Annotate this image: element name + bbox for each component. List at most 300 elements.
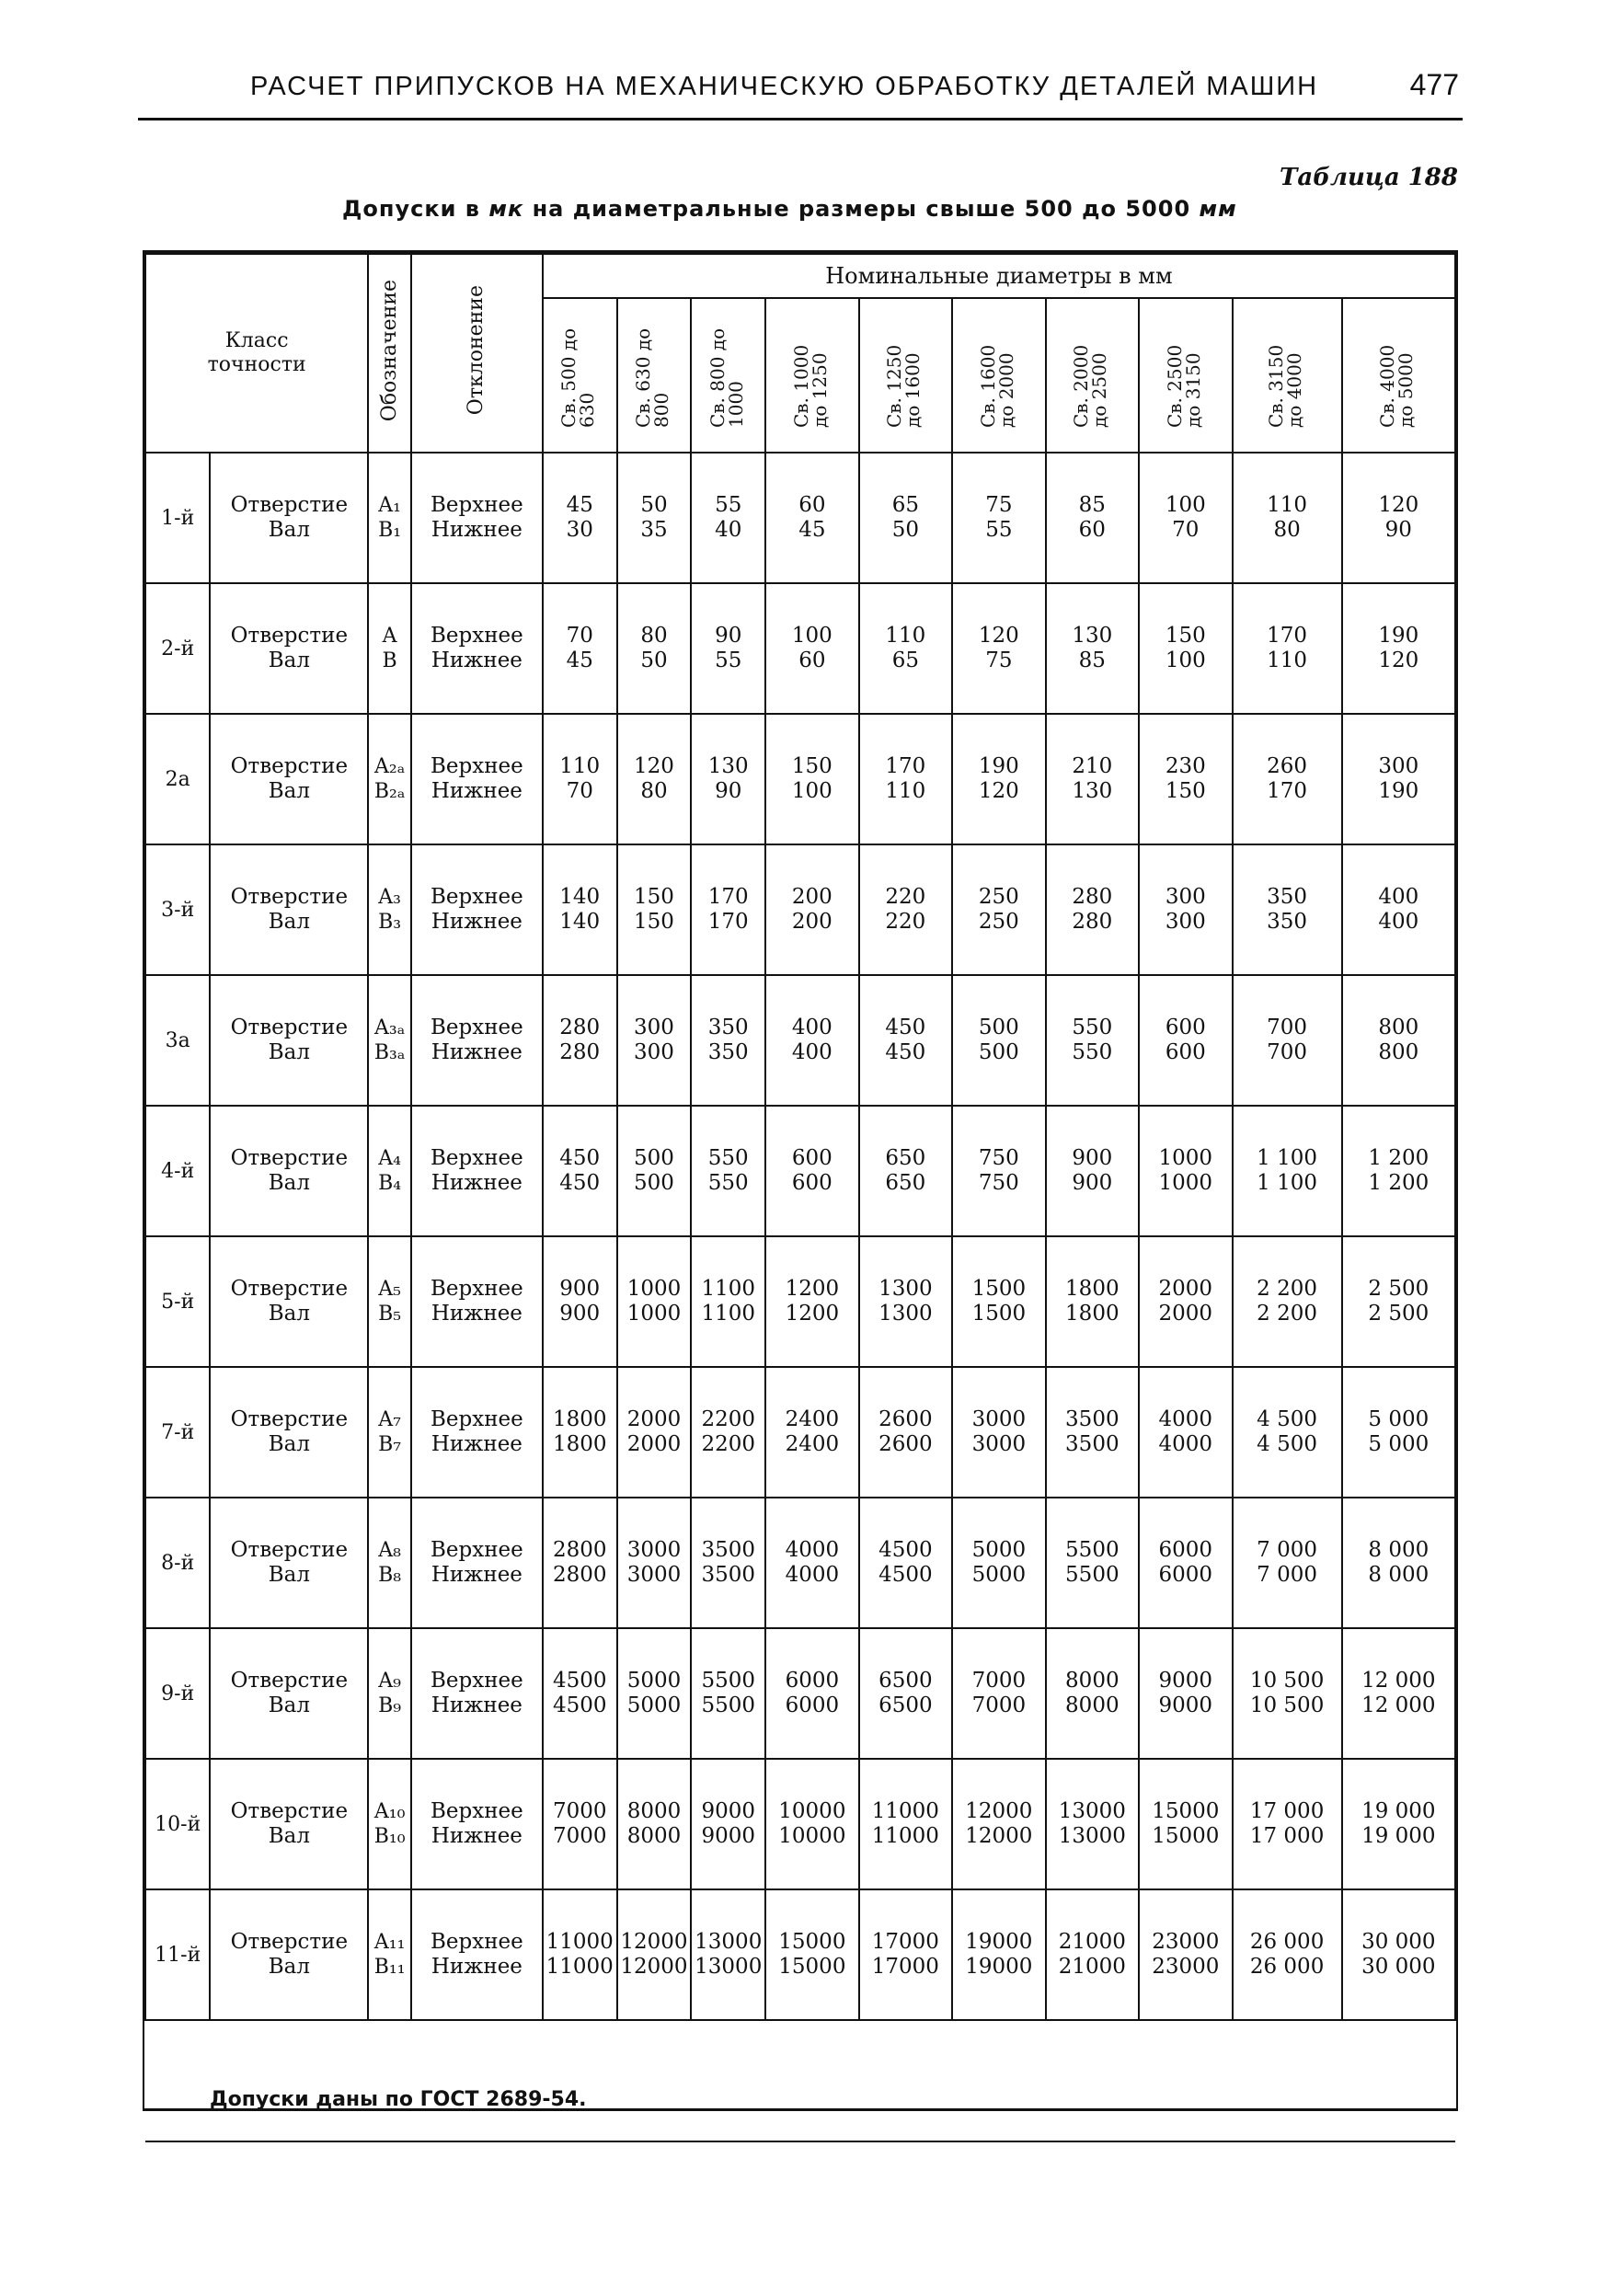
value-cell bbox=[543, 1367, 617, 1498]
deviation-cell bbox=[411, 1889, 543, 2020]
value-lower: 3000 bbox=[971, 1432, 1027, 1456]
value-upper: 210 bbox=[1072, 754, 1113, 778]
value-cell bbox=[543, 1236, 617, 1367]
value-upper: 500 bbox=[978, 1016, 1019, 1039]
value-upper: 100 bbox=[1165, 493, 1206, 517]
value-upper: 120 bbox=[978, 624, 1019, 648]
kind-cell bbox=[210, 975, 368, 1106]
value-cell bbox=[952, 1498, 1045, 1628]
header-diameter-4 bbox=[859, 298, 952, 453]
value-upper: 1000 bbox=[1158, 1146, 1213, 1170]
value-cell bbox=[691, 1106, 765, 1236]
deviation-lower: Нижнее bbox=[431, 1955, 522, 1979]
value-cell bbox=[859, 1236, 952, 1367]
value-cell bbox=[1233, 975, 1342, 1106]
value-upper: 400 bbox=[1378, 885, 1419, 909]
value-upper: 8000 bbox=[1065, 1669, 1120, 1693]
header-diameter-0 bbox=[543, 298, 617, 453]
value-cell bbox=[1233, 1367, 1342, 1498]
value-upper: 3500 bbox=[701, 1538, 756, 1562]
designation-shaft: B₉ bbox=[378, 1694, 402, 1717]
value-upper: 17 000 bbox=[1249, 1799, 1325, 1823]
header-diameter-label: Св. 500 до 630 bbox=[557, 327, 599, 428]
class-cell bbox=[145, 1889, 210, 2020]
value-cell bbox=[1046, 1759, 1139, 1889]
value-cell bbox=[952, 714, 1045, 844]
value-upper: 170 bbox=[1267, 624, 1308, 648]
running-title: РАСЧЕТ ПРИПУСКОВ НА МЕХАНИЧЕСКУЮ ОБРАБОТКУ ДЕТАЛЕЙ МАШИН bbox=[250, 72, 1319, 101]
value-upper: 6500 bbox=[878, 1669, 933, 1693]
designation-cell bbox=[368, 1889, 411, 2020]
value-cell bbox=[1046, 1498, 1139, 1628]
value-cell bbox=[859, 975, 952, 1106]
deviation-cell bbox=[411, 714, 543, 844]
value-lower: 2 500 bbox=[1368, 1302, 1430, 1326]
deviation-upper: Верхнее bbox=[430, 754, 523, 778]
value-cell bbox=[1139, 1759, 1232, 1889]
deviation-upper: Верхнее bbox=[430, 1538, 523, 1562]
value-lower: 7000 bbox=[971, 1693, 1027, 1717]
value-lower: 30 000 bbox=[1361, 1955, 1436, 1979]
value-lower: 70 bbox=[566, 779, 593, 803]
value-upper: 9000 bbox=[701, 1799, 756, 1823]
value-lower: 900 bbox=[559, 1302, 601, 1326]
shaft-label: Вал bbox=[268, 1040, 310, 1064]
deviation-lower: Нижнее bbox=[431, 1824, 522, 1848]
value-cell bbox=[1046, 1236, 1139, 1367]
value-upper: 2 200 bbox=[1257, 1277, 1318, 1301]
value-cell bbox=[1046, 1889, 1139, 2020]
value-lower: 12000 bbox=[620, 1955, 688, 1979]
value-upper: 300 bbox=[634, 1016, 674, 1039]
value-cell bbox=[1342, 1889, 1455, 2020]
value-cell bbox=[691, 1498, 765, 1628]
value-lower: 140 bbox=[559, 910, 601, 934]
value-lower: 19000 bbox=[965, 1955, 1033, 1979]
header-diameter-8 bbox=[1233, 298, 1342, 453]
value-cell bbox=[859, 453, 952, 583]
value-lower: 2400 bbox=[785, 1432, 840, 1456]
value-lower: 2600 bbox=[878, 1432, 933, 1456]
class-label: 9-й bbox=[161, 1682, 195, 1705]
class-cell bbox=[145, 714, 210, 844]
value-cell bbox=[617, 1628, 692, 1759]
header-diameter-3 bbox=[765, 298, 858, 453]
designation-shaft: B₁₀ bbox=[373, 1825, 406, 1848]
deviation-upper: Верхнее bbox=[430, 1930, 523, 1954]
value-upper: 6000 bbox=[1158, 1538, 1213, 1562]
value-lower: 6500 bbox=[878, 1693, 933, 1717]
value-cell bbox=[1233, 453, 1342, 583]
value-cell bbox=[543, 1628, 617, 1759]
table-row bbox=[145, 844, 1455, 975]
deviation-lower: Нижнее bbox=[431, 1563, 522, 1587]
class-cell bbox=[145, 1236, 210, 1367]
caption-text-1: Допуски в bbox=[342, 196, 489, 222]
deviation-upper: Верхнее bbox=[430, 885, 523, 909]
value-upper: 21000 bbox=[1058, 1930, 1126, 1954]
value-lower: 150 bbox=[634, 910, 674, 934]
value-lower: 70 bbox=[1172, 518, 1200, 542]
class-cell bbox=[145, 1628, 210, 1759]
value-cell bbox=[617, 1106, 692, 1236]
deviation-cell bbox=[411, 1498, 543, 1628]
value-cell bbox=[617, 1759, 692, 1889]
value-cell bbox=[617, 1889, 692, 2020]
value-lower: 350 bbox=[1267, 910, 1308, 934]
value-cell bbox=[952, 844, 1045, 975]
kind-cell bbox=[210, 1236, 368, 1367]
value-cell bbox=[1233, 1628, 1342, 1759]
value-cell bbox=[1342, 1106, 1455, 1236]
value-lower: 170 bbox=[1267, 779, 1308, 803]
value-upper: 19 000 bbox=[1361, 1799, 1436, 1823]
designation-shaft: B₁ bbox=[378, 519, 402, 542]
value-cell bbox=[859, 1106, 952, 1236]
designation-cell bbox=[368, 1106, 411, 1236]
value-cell bbox=[617, 453, 692, 583]
value-cell bbox=[765, 1367, 858, 1498]
value-cell bbox=[1046, 1628, 1139, 1759]
value-lower: 8000 bbox=[1065, 1693, 1120, 1717]
value-cell bbox=[765, 1498, 858, 1628]
designation-hole: A₉ bbox=[378, 1670, 401, 1693]
value-lower: 450 bbox=[885, 1040, 926, 1064]
deviation-upper: Верхнее bbox=[430, 624, 523, 648]
value-cell bbox=[1139, 1889, 1232, 2020]
value-lower: 90 bbox=[715, 779, 742, 803]
value-lower: 21000 bbox=[1058, 1955, 1126, 1979]
designation-shaft: B₅ bbox=[378, 1303, 402, 1326]
value-lower: 280 bbox=[1072, 910, 1113, 934]
value-cell bbox=[765, 1106, 858, 1236]
table-row bbox=[145, 1498, 1455, 1628]
value-cell bbox=[952, 1106, 1045, 1236]
header-nominal-group: Номинальные диаметры в мм bbox=[543, 254, 1455, 298]
value-upper: 2200 bbox=[701, 1407, 756, 1431]
value-lower: 1500 bbox=[971, 1302, 1027, 1326]
value-lower: 5 000 bbox=[1368, 1432, 1430, 1456]
value-lower: 350 bbox=[707, 1040, 749, 1064]
header-diameter-9 bbox=[1342, 298, 1455, 453]
value-upper: 3500 bbox=[1065, 1407, 1120, 1431]
value-cell bbox=[765, 1628, 858, 1759]
value-upper: 220 bbox=[885, 885, 926, 909]
designation-cell bbox=[368, 975, 411, 1106]
value-cell bbox=[1139, 583, 1232, 714]
value-upper: 90 bbox=[715, 624, 742, 648]
value-lower: 7000 bbox=[552, 1824, 607, 1848]
value-cell bbox=[952, 1759, 1045, 1889]
value-lower: 1 200 bbox=[1368, 1171, 1430, 1195]
value-cell bbox=[1046, 1367, 1139, 1498]
header-diameter-label: Св. 1600 до 2000 bbox=[976, 344, 1017, 428]
value-upper: 450 bbox=[559, 1146, 601, 1170]
value-lower: 220 bbox=[885, 910, 926, 934]
value-upper: 75 bbox=[985, 493, 1013, 517]
value-upper: 2800 bbox=[552, 1538, 607, 1562]
value-lower: 55 bbox=[985, 518, 1013, 542]
value-upper: 550 bbox=[707, 1146, 749, 1170]
value-cell bbox=[1342, 1628, 1455, 1759]
header-diameter-label: Св. 630 до 800 bbox=[631, 327, 672, 428]
value-lower: 170 bbox=[707, 910, 749, 934]
value-cell bbox=[617, 1498, 692, 1628]
value-cell bbox=[1046, 714, 1139, 844]
designation-cell bbox=[368, 453, 411, 583]
value-cell bbox=[1233, 583, 1342, 714]
value-lower: 35 bbox=[640, 518, 668, 542]
value-upper: 900 bbox=[559, 1277, 601, 1301]
deviation-cell bbox=[411, 453, 543, 583]
value-upper: 5000 bbox=[626, 1669, 682, 1693]
header-class-label: Класс точности bbox=[207, 329, 306, 376]
designation-shaft: B₄ bbox=[378, 1172, 402, 1195]
value-lower: 23000 bbox=[1152, 1955, 1220, 1979]
value-cell bbox=[1233, 1759, 1342, 1889]
value-upper: 13000 bbox=[1058, 1799, 1126, 1823]
value-lower: 60 bbox=[798, 649, 826, 672]
value-upper: 110 bbox=[885, 624, 926, 648]
deviation-lower: Нижнее bbox=[431, 779, 522, 803]
value-cell bbox=[1046, 1106, 1139, 1236]
table-row bbox=[145, 1106, 1455, 1236]
value-lower: 26 000 bbox=[1249, 1955, 1325, 1979]
header-diameter-2 bbox=[691, 298, 765, 453]
shaft-label: Вал bbox=[268, 910, 310, 934]
hole-label: Отверстие bbox=[230, 1407, 349, 1431]
value-upper: 170 bbox=[707, 885, 749, 909]
hole-label: Отверстие bbox=[230, 1016, 349, 1039]
hole-label: Отверстие bbox=[230, 1930, 349, 1954]
page-header bbox=[138, 66, 1463, 121]
value-cell bbox=[543, 1759, 617, 1889]
value-lower: 11000 bbox=[871, 1824, 939, 1848]
value-lower: 110 bbox=[885, 779, 926, 803]
deviation-upper: Верхнее bbox=[430, 1669, 523, 1693]
value-upper: 2000 bbox=[626, 1407, 682, 1431]
value-cell bbox=[952, 975, 1045, 1106]
value-upper: 140 bbox=[559, 885, 601, 909]
value-upper: 60 bbox=[798, 493, 826, 517]
value-upper: 260 bbox=[1267, 754, 1308, 778]
designation-shaft: B₂ₐ bbox=[373, 780, 406, 803]
value-lower: 1100 bbox=[701, 1302, 756, 1326]
value-upper: 65 bbox=[891, 493, 919, 517]
value-upper: 4500 bbox=[878, 1538, 933, 1562]
value-upper: 70 bbox=[566, 624, 593, 648]
value-upper: 700 bbox=[1267, 1016, 1308, 1039]
kind-cell bbox=[210, 1498, 368, 1628]
class-label: 3-й bbox=[161, 898, 195, 922]
class-cell bbox=[145, 1106, 210, 1236]
value-upper: 10 500 bbox=[1249, 1669, 1325, 1693]
shaft-label: Вал bbox=[268, 1171, 310, 1195]
value-upper: 900 bbox=[1072, 1146, 1113, 1170]
value-lower: 5000 bbox=[971, 1563, 1027, 1587]
value-upper: 12000 bbox=[965, 1799, 1033, 1823]
value-cell bbox=[617, 1236, 692, 1367]
value-cell bbox=[543, 1498, 617, 1628]
table-row bbox=[145, 1759, 1455, 1889]
hole-label: Отверстие bbox=[230, 1277, 349, 1301]
caption-unit-1: мк bbox=[488, 196, 524, 222]
value-upper: 450 bbox=[885, 1016, 926, 1039]
value-upper: 200 bbox=[791, 885, 832, 909]
value-upper: 55 bbox=[715, 493, 742, 517]
deviation-lower: Нижнее bbox=[431, 1693, 522, 1717]
header-diameter-label: Св. 800 до 1000 bbox=[706, 327, 747, 428]
value-upper: 10000 bbox=[778, 1799, 846, 1823]
designation-shaft: B₈ bbox=[378, 1564, 402, 1587]
class-label: 11-й bbox=[155, 1943, 201, 1967]
value-cell bbox=[691, 975, 765, 1106]
value-cell bbox=[543, 453, 617, 583]
value-cell bbox=[1139, 714, 1232, 844]
class-cell bbox=[145, 583, 210, 714]
value-upper: 7000 bbox=[552, 1799, 607, 1823]
value-upper: 12 000 bbox=[1361, 1669, 1436, 1693]
hole-label: Отверстие bbox=[230, 1146, 349, 1170]
caption-unit-2: мм bbox=[1199, 196, 1237, 222]
value-lower: 9000 bbox=[1158, 1693, 1213, 1717]
value-cell bbox=[543, 1889, 617, 2020]
value-lower: 45 bbox=[798, 518, 826, 542]
value-cell bbox=[617, 714, 692, 844]
value-cell bbox=[691, 1628, 765, 1759]
value-lower: 8 000 bbox=[1368, 1563, 1430, 1587]
shaft-label: Вал bbox=[268, 1824, 310, 1848]
value-cell bbox=[765, 844, 858, 975]
value-upper: 7 000 bbox=[1257, 1538, 1318, 1562]
shaft-label: Вал bbox=[268, 1432, 310, 1456]
class-label: 2-й bbox=[161, 637, 195, 660]
value-upper: 100 bbox=[791, 624, 832, 648]
value-upper: 500 bbox=[634, 1146, 674, 1170]
value-lower: 120 bbox=[1378, 649, 1419, 672]
value-upper: 250 bbox=[978, 885, 1019, 909]
value-cell bbox=[1233, 1106, 1342, 1236]
value-lower: 3000 bbox=[626, 1563, 682, 1587]
header-class bbox=[145, 254, 368, 453]
value-upper: 110 bbox=[559, 754, 601, 778]
value-upper: 1100 bbox=[701, 1277, 756, 1301]
value-cell bbox=[1233, 1498, 1342, 1628]
kind-cell bbox=[210, 1889, 368, 2020]
value-upper: 350 bbox=[707, 1016, 749, 1039]
value-upper: 45 bbox=[566, 493, 593, 517]
value-cell bbox=[691, 1236, 765, 1367]
table-row bbox=[145, 1367, 1455, 1498]
value-cell bbox=[1046, 975, 1139, 1106]
value-upper: 190 bbox=[1378, 624, 1419, 648]
value-lower: 300 bbox=[1165, 910, 1206, 934]
header-designation bbox=[368, 254, 411, 453]
value-upper: 650 bbox=[885, 1146, 926, 1170]
value-cell bbox=[1342, 453, 1455, 583]
value-cell bbox=[1342, 1759, 1455, 1889]
value-lower: 600 bbox=[1165, 1040, 1206, 1064]
value-upper: 5500 bbox=[1065, 1538, 1120, 1562]
value-cell bbox=[1139, 453, 1232, 583]
header-diameter-label: Св. 2000 до 2500 bbox=[1070, 344, 1111, 428]
value-upper: 8 000 bbox=[1368, 1538, 1430, 1562]
deviation-upper: Верхнее bbox=[430, 1277, 523, 1301]
designation-hole: A₁₁ bbox=[373, 1931, 406, 1954]
class-label: 4-й bbox=[161, 1159, 195, 1183]
value-lower: 5500 bbox=[701, 1693, 756, 1717]
value-lower: 4000 bbox=[785, 1563, 840, 1587]
value-cell bbox=[765, 453, 858, 583]
value-lower: 500 bbox=[634, 1171, 674, 1195]
value-lower: 6000 bbox=[785, 1693, 840, 1717]
shaft-label: Вал bbox=[268, 1955, 310, 1979]
value-upper: 13000 bbox=[695, 1930, 763, 1954]
value-lower: 130 bbox=[1072, 779, 1113, 803]
deviation-upper: Верхнее bbox=[430, 1407, 523, 1431]
value-lower: 60 bbox=[1078, 518, 1106, 542]
class-label: 1-й bbox=[161, 506, 195, 530]
designation-hole: A₁₀ bbox=[373, 1800, 406, 1823]
deviation-cell bbox=[411, 975, 543, 1106]
value-cell bbox=[1139, 1367, 1232, 1498]
value-lower: 15000 bbox=[1152, 1824, 1220, 1848]
value-cell bbox=[1342, 1367, 1455, 1498]
value-cell bbox=[859, 1628, 952, 1759]
value-lower: 45 bbox=[566, 649, 593, 672]
value-lower: 650 bbox=[885, 1171, 926, 1195]
header-diameter-label: Св. 2500 до 3150 bbox=[1163, 344, 1204, 428]
designation-hole: A bbox=[382, 625, 397, 648]
value-upper: 30 000 bbox=[1361, 1930, 1436, 1954]
value-cell bbox=[1342, 844, 1455, 975]
caption-text-2: на диаметральные размеры свыше 500 до 5000 bbox=[523, 196, 1200, 222]
value-upper: 4500 bbox=[552, 1669, 607, 1693]
value-cell bbox=[859, 1498, 952, 1628]
value-lower: 7 000 bbox=[1257, 1563, 1318, 1587]
header-deviation bbox=[411, 254, 543, 453]
value-cell bbox=[1046, 453, 1139, 583]
value-lower: 80 bbox=[640, 779, 668, 803]
value-upper: 26 000 bbox=[1249, 1930, 1325, 1954]
value-upper: 12000 bbox=[620, 1930, 688, 1954]
value-lower: 80 bbox=[1273, 518, 1301, 542]
value-lower: 10000 bbox=[778, 1824, 846, 1848]
value-upper: 7000 bbox=[971, 1669, 1027, 1693]
value-cell bbox=[859, 714, 952, 844]
class-cell bbox=[145, 844, 210, 975]
deviation-cell bbox=[411, 1759, 543, 1889]
value-lower: 90 bbox=[1384, 518, 1412, 542]
value-lower: 1000 bbox=[1158, 1171, 1213, 1195]
value-cell bbox=[617, 1367, 692, 1498]
value-cell bbox=[1046, 583, 1139, 714]
value-upper: 750 bbox=[978, 1146, 1019, 1170]
value-lower: 400 bbox=[1378, 910, 1419, 934]
value-upper: 2 500 bbox=[1368, 1277, 1430, 1301]
value-upper: 110 bbox=[1267, 493, 1308, 517]
value-cell bbox=[859, 1367, 952, 1498]
value-upper: 150 bbox=[1165, 624, 1206, 648]
value-lower: 4000 bbox=[1158, 1432, 1213, 1456]
value-cell bbox=[765, 1889, 858, 2020]
value-upper: 120 bbox=[1378, 493, 1419, 517]
value-upper: 15000 bbox=[778, 1930, 846, 1954]
value-lower: 10 500 bbox=[1249, 1693, 1325, 1717]
value-cell bbox=[765, 583, 858, 714]
designation-hole: A₃ bbox=[378, 886, 401, 909]
value-lower: 5000 bbox=[626, 1693, 682, 1717]
